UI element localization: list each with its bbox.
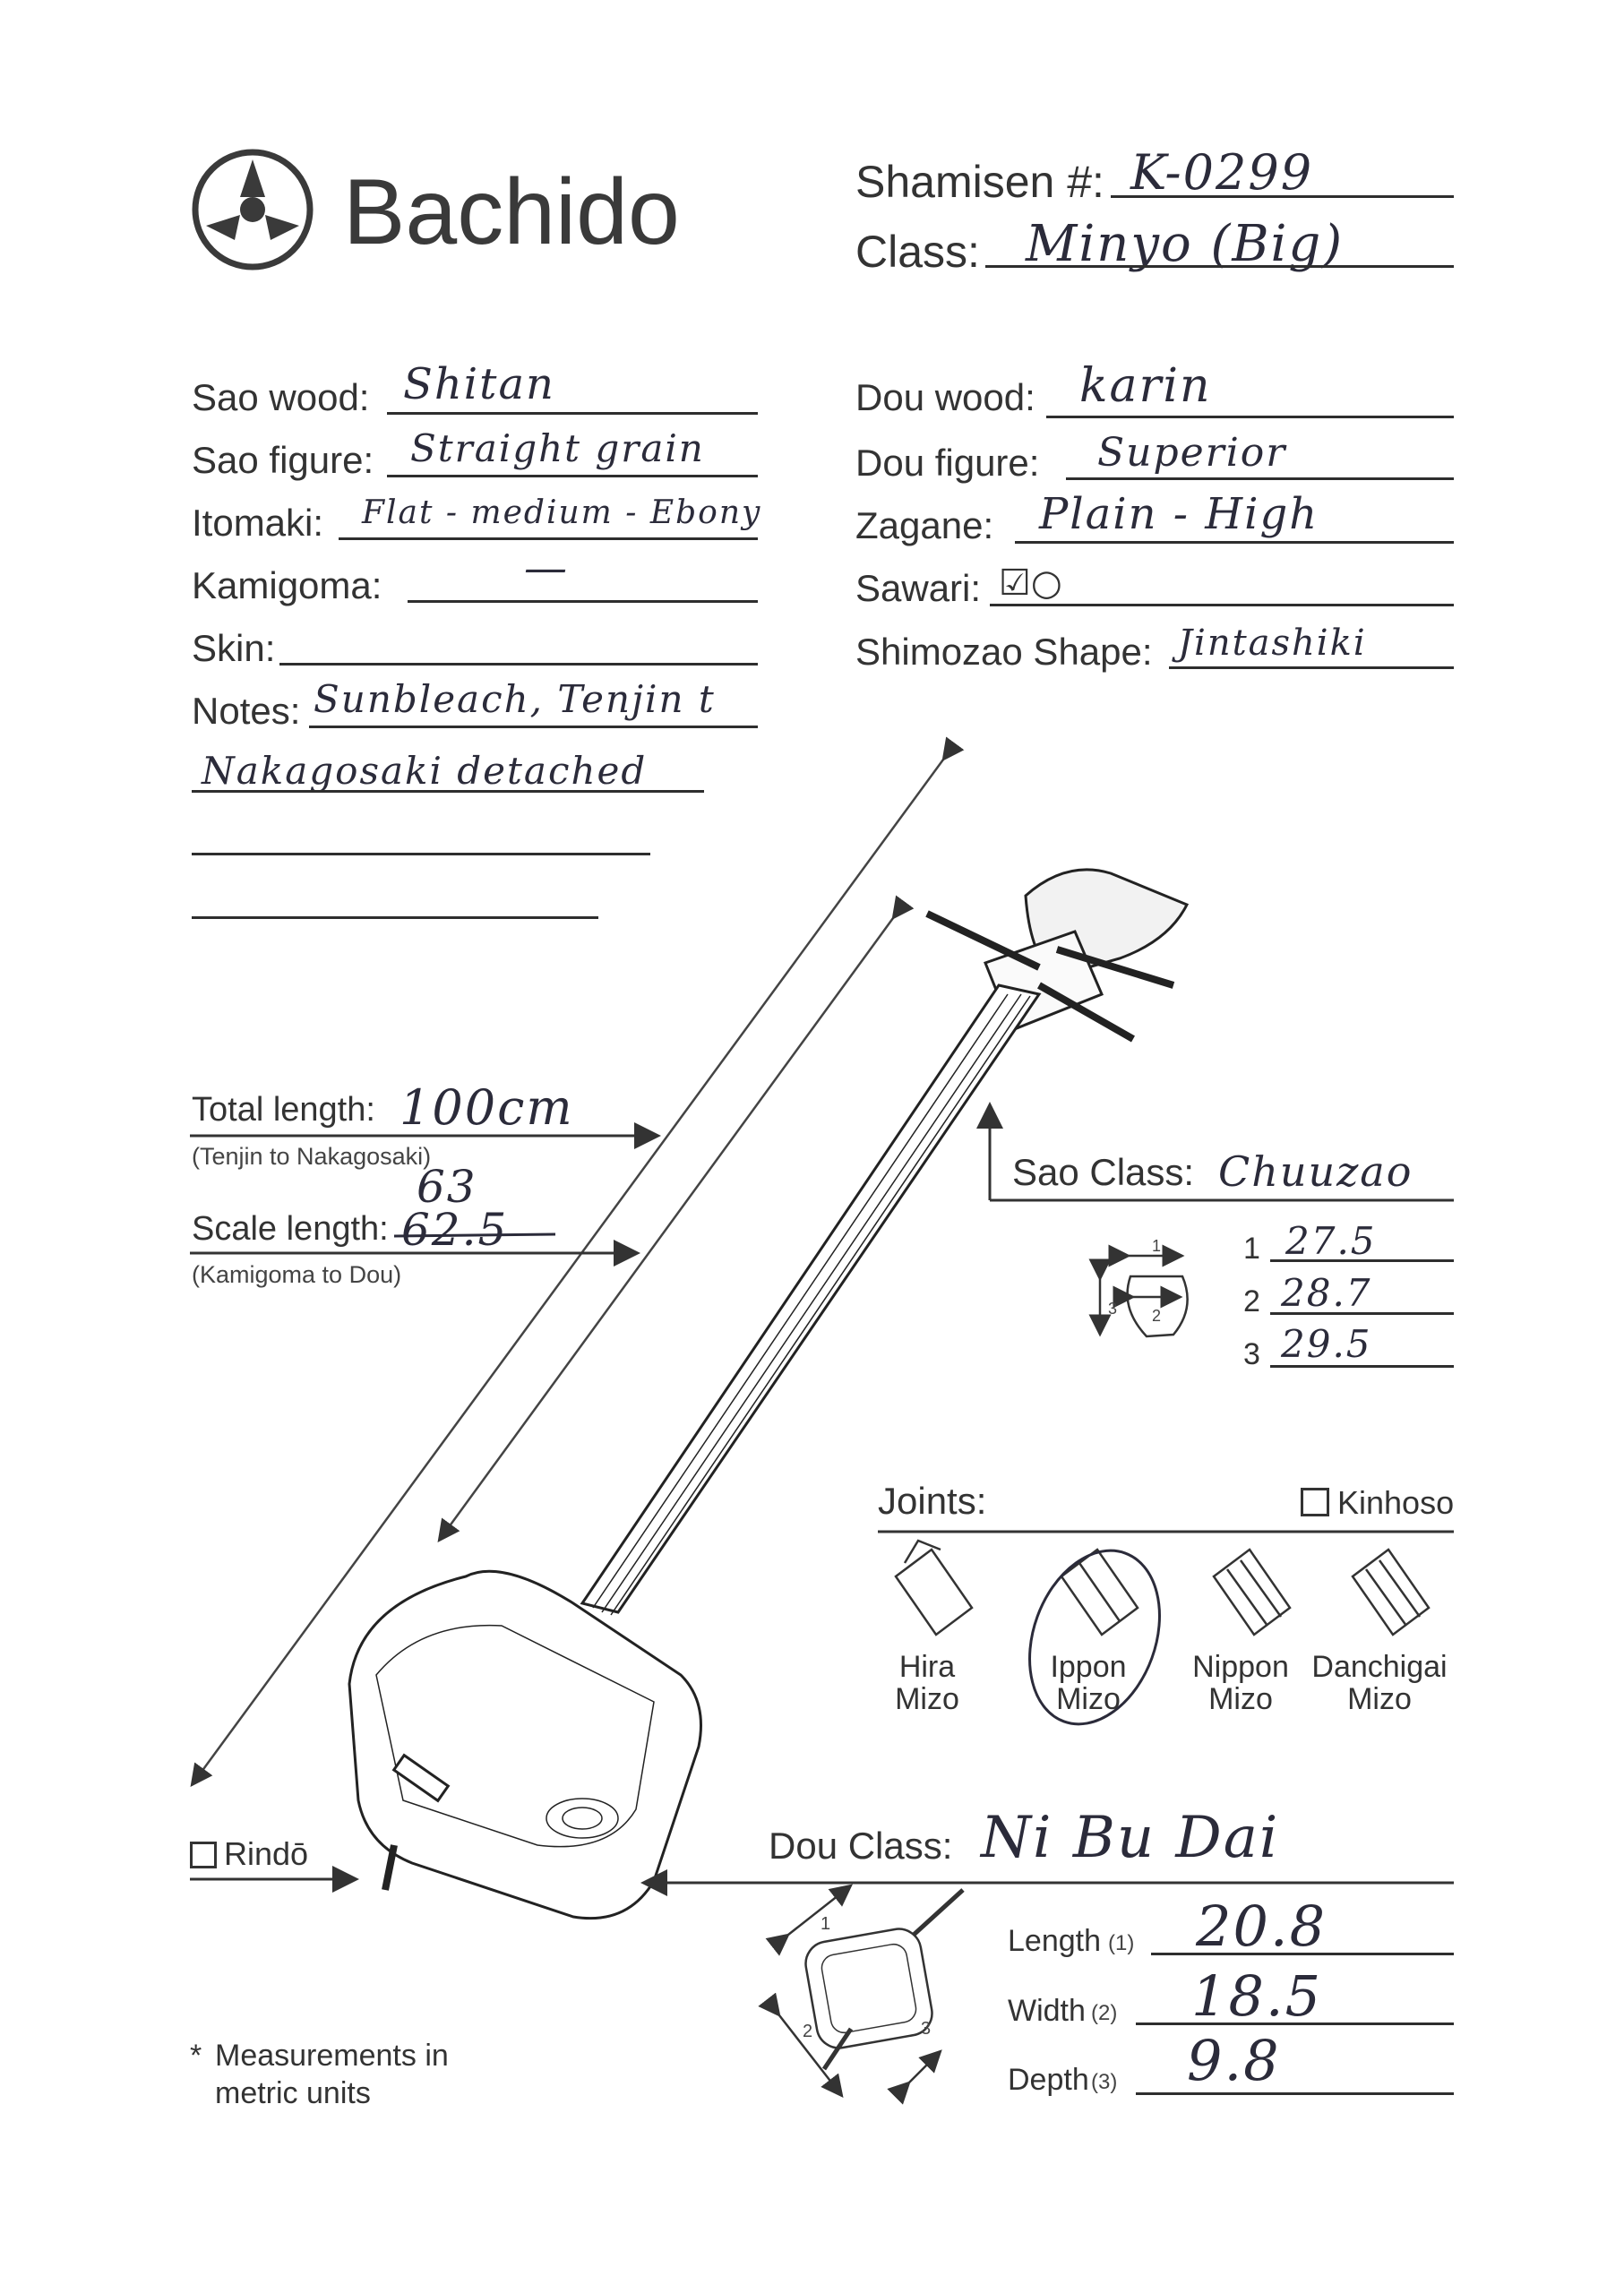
notes-line2-value: Nakagosaki detached [202, 749, 648, 793]
joint-label-line2: Mizo [895, 1682, 959, 1716]
joints-label: Joints: [878, 1480, 987, 1522]
dou-depth-value: 9.8 [1187, 2028, 1281, 2093]
kamigoma-value: — [524, 543, 569, 593]
zagane-value: Plain - High [1039, 489, 1319, 539]
sao-measurement-value: 27.5 [1285, 1219, 1377, 1263]
neck-dim-2-label: 2 [1152, 1307, 1162, 1325]
dou-class-label: Dou Class: [769, 1825, 953, 1867]
notes-value: Sunbleach, Tenjin t [314, 677, 716, 721]
dou-figure-underline [1066, 477, 1454, 480]
class-label: Class: [855, 227, 980, 277]
itomaki-underline [339, 537, 758, 540]
dou-depth-underline [1136, 2092, 1454, 2095]
sao-wood-label: Sao wood: [192, 376, 370, 418]
brand-name: Bachido [343, 160, 680, 264]
neck-cross-section-icon [1100, 1256, 1188, 1336]
joint-hira-mizo-icon [896, 1541, 972, 1635]
dou-depth-label: Depth [1008, 2063, 1089, 2097]
sao-measurement-underline [1270, 1259, 1454, 1262]
dou-length-num: (1) [1108, 1931, 1135, 1955]
dou-figure-value: Superior [1097, 430, 1287, 476]
scale-length-value: 62.5 [401, 1204, 509, 1256]
skin-underline [279, 663, 758, 666]
notes-line4-underline [192, 916, 598, 919]
dou-length-value: 20.8 [1196, 1894, 1328, 1959]
dou-length-underline [1151, 1953, 1454, 1955]
dou-wood-value: karin [1079, 359, 1212, 413]
shamisen-illustration [349, 870, 1187, 1919]
dou-length-label: Length [1008, 1924, 1101, 1958]
shamisen-number-value: K-0299 [1130, 144, 1314, 201]
sao-measurement-value: 28.7 [1281, 1271, 1372, 1315]
shamisen-number-underline [1111, 195, 1454, 198]
dou-width-underline [1136, 2022, 1454, 2025]
dou-wood-label: Dou wood: [855, 376, 1035, 418]
sao-measurement-num: 2 [1243, 1284, 1260, 1318]
sao-measurement-num: 3 [1243, 1337, 1260, 1371]
joint-label-line2: Mizo [1208, 1682, 1273, 1716]
sawari-label: Sawari: [855, 567, 982, 609]
class-underline [985, 265, 1454, 268]
joint-label-line2: Mizo [1347, 1682, 1412, 1716]
dou-wood-underline [1046, 416, 1454, 418]
shimozao-shape-label: Shimozao Shape: [855, 631, 1153, 673]
total-length-sub: (Tenjin to Nakagosaki) [192, 1143, 432, 1170]
sao-figure-value: Straight grain [410, 426, 705, 470]
notes-line3-underline [192, 853, 650, 855]
kinhoso-checkbox[interactable] [1301, 1488, 1329, 1516]
rindo-checkbox[interactable] [190, 1842, 217, 1868]
joint-label-line1: Hira [898, 1650, 956, 1684]
joint-danchigai-mizo-label [1303, 1651, 1456, 1715]
joint-ippon-mizo-icon [1061, 1550, 1138, 1635]
dou-cross-section-icon [779, 1885, 963, 2096]
sawari-checkbox[interactable]: ☑○ [999, 563, 1062, 604]
footnote-star: * [190, 2039, 202, 2073]
class-value: Minyo (Big) [1026, 215, 1345, 273]
notes-underline [309, 726, 758, 728]
neck-dim-1-label: 1 [1152, 1237, 1162, 1255]
joint-nippon-mizo-icon [1214, 1550, 1290, 1635]
kamigoma-label: Kamigoma: [192, 564, 382, 606]
joint-nippon-mizo-label [1178, 1651, 1303, 1715]
itomaki-label: Itomaki: [192, 502, 324, 544]
joint-label-line1: Ippon [1050, 1650, 1127, 1684]
sao-figure-underline [387, 475, 758, 477]
itomaki-value: Flat - medium - Ebony [362, 494, 762, 531]
dou-width-value: 18.5 [1191, 1963, 1323, 2029]
joint-hira-mizo-label [869, 1651, 985, 1715]
sawari-underline [990, 604, 1454, 606]
shamisen-number-label: Shamisen #: [855, 157, 1104, 207]
bachido-logo-icon [195, 152, 310, 267]
total-length-value: 100cm [400, 1079, 574, 1136]
rindo-label: Rindō [224, 1835, 309, 1872]
joint-danchigai-mizo-icon [1353, 1550, 1429, 1635]
dou-dim-1-label: 1 [821, 1914, 831, 1934]
footnote-line2: metric units [215, 2076, 371, 2110]
dou-dim-3-label: 3 [921, 2019, 932, 2039]
dou-depth-num: (3) [1091, 2070, 1118, 2094]
sao-measurement-underline [1270, 1312, 1454, 1315]
sao-class-label: Sao Class: [1012, 1151, 1195, 1193]
notes-label: Notes: [192, 690, 301, 732]
scale-length-correction: 63 [417, 1161, 477, 1213]
kinhoso-label: Kinhoso [1337, 1484, 1455, 1521]
sao-figure-label: Sao figure: [192, 439, 374, 481]
dou-width-label: Width [1008, 1994, 1086, 2028]
dou-figure-label: Dou figure: [855, 442, 1040, 484]
total-length-label: Total length: [192, 1091, 375, 1129]
joint-label-line1: Nippon [1192, 1650, 1289, 1684]
dou-dim-2-label: 2 [803, 2022, 813, 2041]
sao-measurement-num: 1 [1243, 1232, 1260, 1266]
shimozao-shape-value: Jintashiki [1178, 623, 1367, 664]
zagane-underline [1015, 541, 1454, 544]
neck-dim-3-label: 3 [1108, 1300, 1118, 1318]
skin-label: Skin: [192, 627, 276, 669]
joint-ippon-mizo-label [1030, 1651, 1147, 1715]
joint-label-line2: Mizo [1056, 1682, 1121, 1716]
zagane-label: Zagane: [855, 504, 994, 546]
scale-length-label: Scale length: [192, 1210, 389, 1248]
sao-measurement-value: 29.5 [1281, 1322, 1372, 1366]
sao-measurement-underline [1270, 1365, 1454, 1368]
dou-width-num: (2) [1091, 2001, 1118, 2025]
scale-length-sub: (Kamigoma to Dou) [192, 1261, 402, 1288]
joint-label-line1: Danchigai [1311, 1650, 1448, 1684]
notes-line2-underline [192, 790, 704, 793]
kamigoma-underline [408, 600, 758, 603]
sao-class-value: Chuuzao [1218, 1147, 1413, 1196]
footnote-line1: Measurements in [215, 2039, 449, 2073]
dou-class-value: Ni Bu Dai [981, 1805, 1280, 1871]
shimozao-shape-underline [1169, 666, 1454, 669]
sao-wood-underline [387, 412, 758, 415]
sao-wood-value: Shitan [403, 359, 555, 409]
